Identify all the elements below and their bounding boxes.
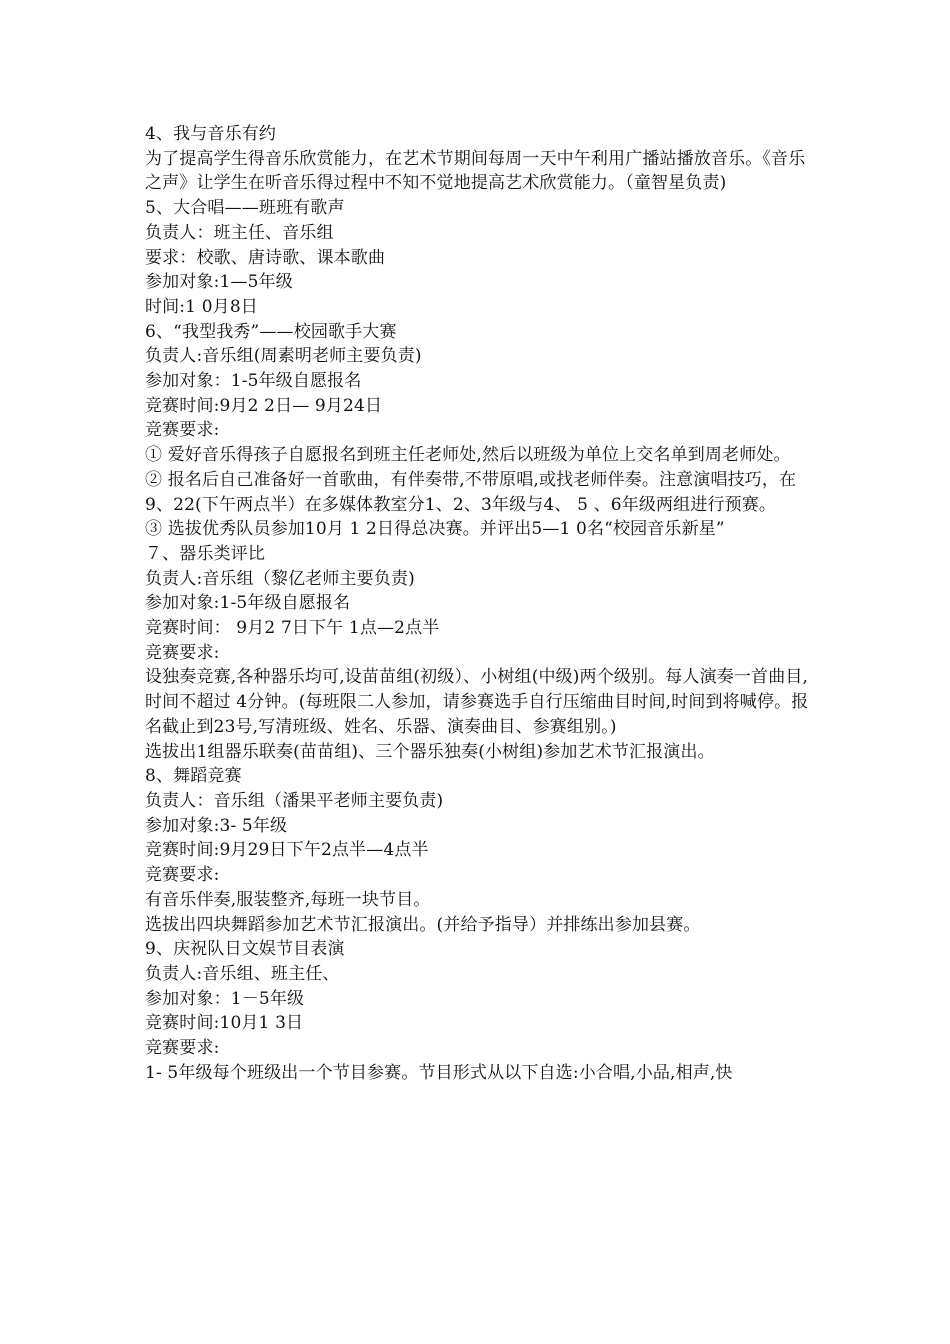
section-heading-8: 8、舞蹈竞赛 <box>145 766 242 787</box>
text-line: 负责人：音乐组（潘果平老师主要负责) <box>145 790 444 811</box>
text-line: 竞赛要求: <box>145 642 220 663</box>
text-line: 参加对象：1－5年级 <box>145 988 305 1009</box>
text-line: 竞赛时间:9月2 2日— 9月24日 <box>145 395 383 416</box>
text-line: 竞赛要求: <box>145 865 220 886</box>
text-line: 竞赛时间:9月29日下午2点半—4点半 <box>145 840 429 861</box>
section-heading-9: 9、庆祝队日文娱节目表演 <box>145 939 345 960</box>
text-line: 选拔出1组器乐联奏(苗苗组)、三个器乐独奏(小树组)参加艺术节汇报演出。 <box>145 741 715 762</box>
text-line: 时间:1 0月8日 <box>145 296 258 317</box>
text-line: 竞赛时间:10月1 3日 <box>145 1013 304 1034</box>
text-line: 负责人:音乐组(周素明老师主要负责) <box>145 346 422 367</box>
document-body <box>145 122 810 1085</box>
text-line: 选拔出四块舞蹈参加艺术节汇报演出。(并给予指导）并排练出参加县赛。 <box>145 914 701 935</box>
text-line: 要求：校歌、唐诗歌、课本歌曲 <box>145 247 386 268</box>
text-line: 参加对象:3- 5年级 <box>145 815 288 836</box>
numbered-item-1: ① 爱好音乐得孩子自愿报名到班主任老师处,然后以班级为单位上交名单到周老师处。 <box>145 445 791 466</box>
text-line: 负责人：班主任、音乐组 <box>145 222 334 243</box>
text-line: 参加对象:1—5年级 <box>145 272 293 293</box>
paragraph-instrument-rules: 设独奏竞赛,各种器乐均可,设苗苗组(初级）、小树组(中级)两个级别。每人演奏一首曲目,时间不超过 4分钟。(每班限二人参加，请参赛选手自行压缩曲目时间,时间到将喊停。报名截止到23号,写清班级、姓名、乐器、演奏曲目、参赛组别。) <box>145 667 809 737</box>
section-heading-5: 5、大合唱——班班有歌声 <box>145 198 345 219</box>
section-heading-6: 6、“我型我秀”——校园歌手大赛 <box>145 321 397 342</box>
section-heading-4: 4、我与音乐有约 <box>145 124 277 144</box>
paragraph-music-appreciation: 为了提高学生得音乐欣赏能力，在艺术节期间每周一天中午利用广播站播放音乐。《音乐之声》让学生在听音乐得过程中不知不觉地提高艺术欣赏能力。（童智星负责) <box>145 148 806 194</box>
text-line: 1- 5年级每个班级出一个节目参赛。节目形式从以下自选:小合唱,小品,相声,快 <box>145 1062 733 1083</box>
text-line: 负责人:音乐组、班主任、 <box>145 963 340 984</box>
text-line: 参加对象：1-5年级自愿报名 <box>145 371 362 392</box>
text-line: 竞赛要求: <box>145 420 220 441</box>
text-line: 参加对象:1-5年级自愿报名 <box>145 593 351 614</box>
numbered-item-3: ③ 选拔优秀队员参加10月 1 2日得总决赛。并评出5—1 0名“校园音乐新星” <box>145 519 725 540</box>
text-line: 负责人:音乐组（黎亿老师主要负责) <box>145 568 415 589</box>
text-line: 竞赛要求: <box>145 1038 220 1059</box>
numbered-item-2: ② 报名后自己准备好一首歌曲，有伴奏带,不带原唱,或找老师伴奏。注意演唱技巧，在9、22(下午两点半）在多媒体教室分1、2、3年级与4、 5 、6年级两组进行预赛。 <box>145 469 797 515</box>
text-line: 有音乐伴奏,服装整齐,每班一块节目。 <box>145 889 431 910</box>
text-line: 竞赛时间： 9月2 7日下午 1点—2点半 <box>145 618 440 639</box>
section-heading-7: ７、器乐类评比 <box>145 543 266 564</box>
